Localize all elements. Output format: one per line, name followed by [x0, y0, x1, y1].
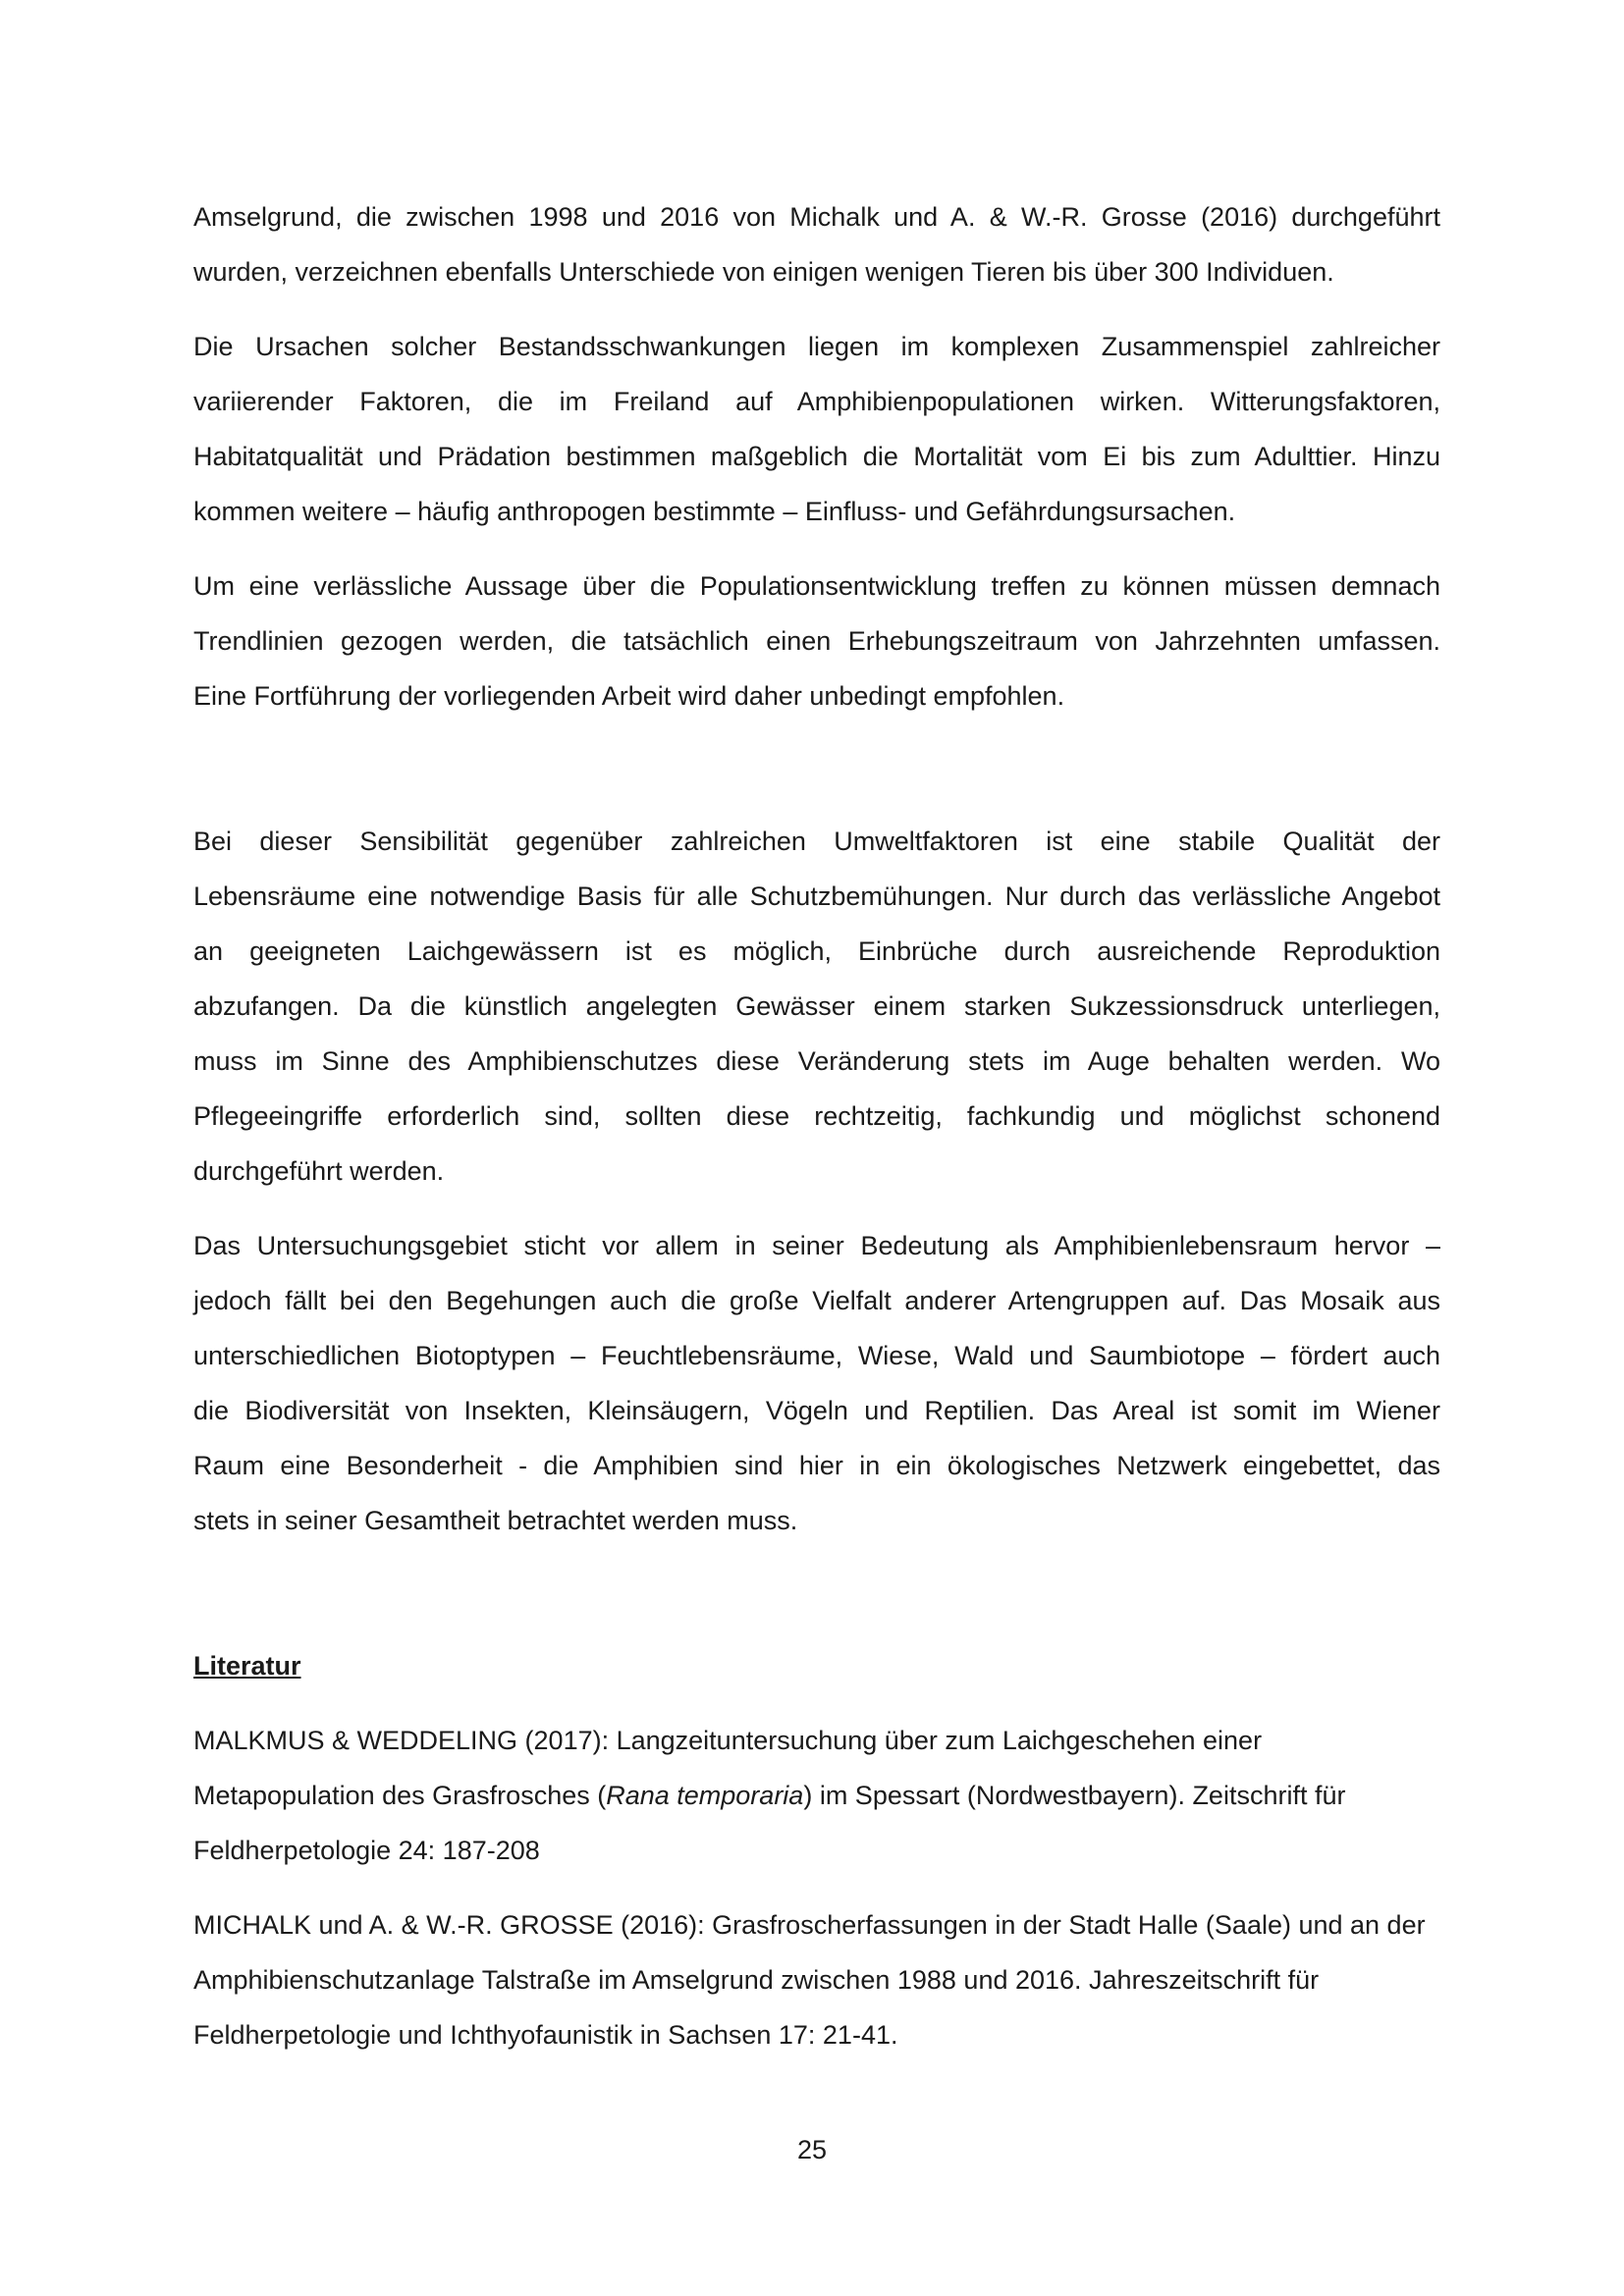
- text-line: unterschiedlichen Biotoptypen – Feuchtlebensräume, Wiese, Wald und Saumbiotope – fördert auch: [193, 1341, 1440, 1370]
- text-line: kommen weitere – häufig anthropogen bestimmte – Einfluss- und Gefährdungsursachen.: [193, 497, 1236, 526]
- reference-line: MALKMUS & WEDDELING (2017): Langzeituntersuchung über zum Laichgeschehen einer: [193, 1726, 1263, 1755]
- section-spacer: [193, 1568, 1440, 1638]
- reference-line: [193, 1768, 1440, 1823]
- text-line: variierender Faktoren, die im Freiland auf Amphibienpopulationen wirken. Witterungsfaktoren,: [193, 387, 1440, 416]
- paragraph-4: [193, 814, 1440, 1199]
- text-line: Amselgrund, die zwischen 1998 und 2016 von Michalk und A. & W.-R. Grosse (2016) durchgeführt: [193, 202, 1440, 232]
- reference-entry: [193, 1713, 1440, 1878]
- text-line: Raum eine Besonderheit - die Amphibien sind hier in ein ökologisches Netzwerk eingebettet, das: [193, 1451, 1440, 1480]
- text-line: Um eine verlässliche Aussage über die Populationsentwicklung treffen zu können müssen demnach: [193, 571, 1440, 601]
- page-number: 25: [796, 2135, 828, 2164]
- paragraph-2: [193, 319, 1440, 539]
- section-spacer: [193, 743, 1440, 814]
- reference-text: ) im Spessart (Nordwestbayern). Zeitschrift für: [803, 1781, 1346, 1810]
- reference-text: Metapopulation des Grasfrosches (: [193, 1781, 607, 1810]
- text-line: Lebensräume eine notwendige Basis für alle Schutzbemühungen. Nur durch das verlässliche Angebot: [193, 881, 1440, 911]
- text-line: jedoch fällt bei den Begehungen auch die große Vielfalt anderer Artengruppen auf. Das Mosaik aus: [193, 1286, 1440, 1315]
- literature-heading: Literatur: [193, 1651, 301, 1681]
- text-line: an geeigneten Laichgewässern ist es möglich, Einbrüche durch ausreichende Reproduktion: [193, 936, 1440, 966]
- text-line: abzufangen. Da die künstlich angelegten Gewässer einem starken Sukzessionsdruck unterliegen,: [193, 991, 1440, 1021]
- text-line: muss im Sinne des Amphibienschutzes diese Veränderung stets im Auge behalten werden. Wo: [193, 1046, 1440, 1076]
- reference-line: Amphibienschutzanlage Talstraße im Amselgrund zwischen 1988 und 2016. Jahreszeitschrift für: [193, 1965, 1320, 1995]
- text-line: stets in seiner Gesamtheit betrachtet werden muss.: [193, 1506, 798, 1535]
- text-line: Pflegeeingriffe erforderlich sind, sollten diese rechtzeitig, fachkundig und möglichst schonend: [193, 1101, 1440, 1131]
- document-page: [193, 189, 1440, 2082]
- text-line: Die Ursachen solcher Bestandsschwankungen liegen im komplexen Zusammenspiel zahlreicher: [193, 332, 1440, 361]
- paragraph-1: [193, 189, 1440, 299]
- paragraph-5: [193, 1218, 1440, 1548]
- text-line: Bei dieser Sensibilität gegenüber zahlreichen Umweltfaktoren ist eine stabile Qualität der: [193, 827, 1440, 856]
- text-line: Trendlinien gezogen werden, die tatsächlich einen Erhebungszeitraum von Jahrzehnten umfassen.: [193, 626, 1440, 656]
- reference-entry: [193, 1897, 1440, 2062]
- paragraph-3: [193, 559, 1440, 723]
- text-line: Habitatqualität und Prädation bestimmen maßgeblich die Mortalität vom Ei bis zum Adulttier. Hinzu: [193, 442, 1440, 471]
- species-name: Rana temporaria: [606, 1781, 804, 1810]
- reference-line: Feldherpetologie 24: 187-208: [193, 1836, 540, 1865]
- text-line: wurden, verzeichnen ebenfalls Unterschiede von einigen wenigen Tieren bis über 300 Individuen.: [193, 257, 1334, 287]
- reference-line: MICHALK und A. & W.-R. GROSSE (2016): Grasfroscherfassungen in der Stadt Halle (Saale) und an der: [193, 1910, 1426, 1940]
- text-line: Das Untersuchungsgebiet sticht vor allem in seiner Bedeutung als Amphibienlebensraum hervor –: [193, 1231, 1440, 1260]
- text-line: die Biodiversität von Insekten, Kleinsäugern, Vögeln und Reptilien. Das Areal ist somit im Wiener: [193, 1396, 1440, 1425]
- reference-line: Feldherpetologie und Ichthyofaunistik in Sachsen 17: 21-41.: [193, 2020, 898, 2050]
- text-line: durchgeführt werden.: [193, 1156, 445, 1186]
- text-line: Eine Fortführung der vorliegenden Arbeit wird daher unbedingt empfohlen.: [193, 681, 1065, 711]
